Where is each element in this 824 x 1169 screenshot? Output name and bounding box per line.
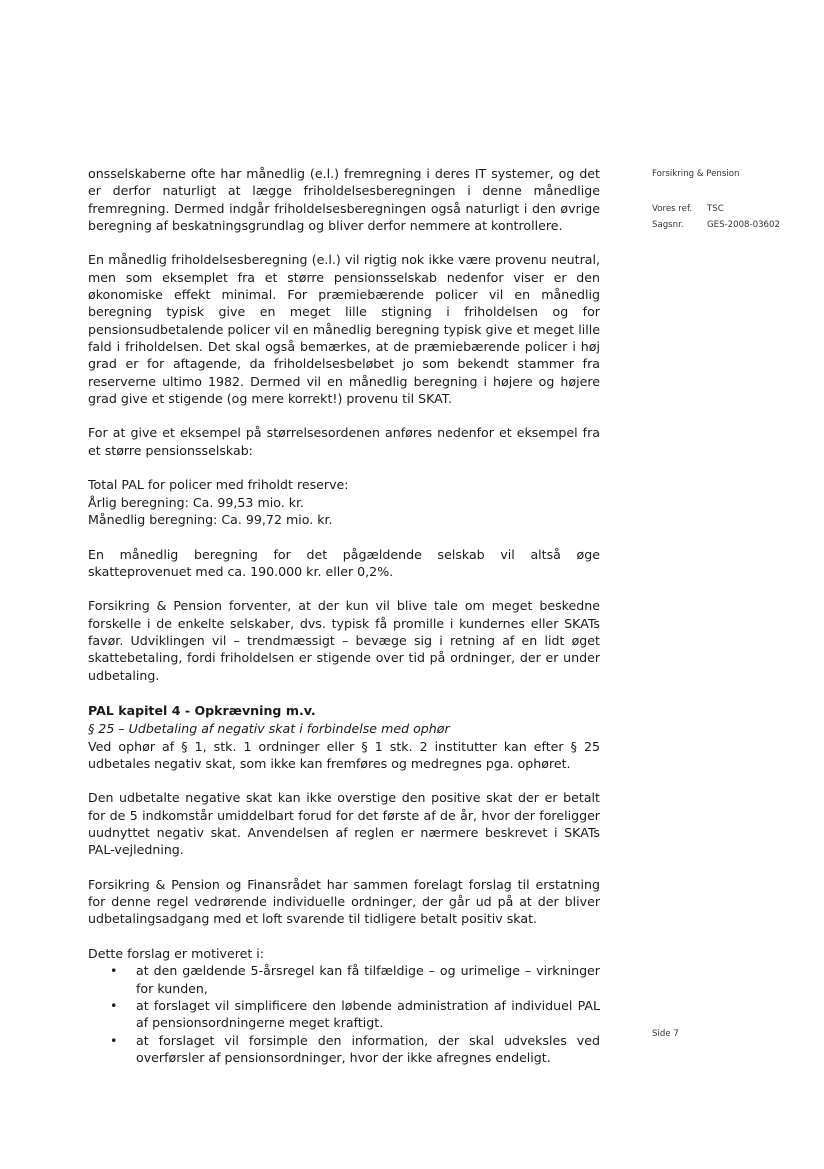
paragraph-9: Dette forslag er motiveret i: <box>88 946 265 962</box>
paragraph-4: En månedlig beregning for det pågældende selskab vil altså øge skatteprovenuet med ca. 190.000 kr. eller 0,2%. <box>88 546 600 579</box>
paragraph-5: Forsikring & Pension forventer, at der kun vil blive tale om meget beskedne forskelle i de enkelte selskaber, dvs. typisk få promille i kundernes eller SKATs favør. Udviklingen vil – trendmæssigt – bevæge sig i retning af en lidt øget skattebetaling, fordi friholdelsen er stigende over tid på ordninger, der er under udbetaling. <box>88 598 600 683</box>
example-line-total: Total PAL for policer med friholdt reserve: <box>88 477 349 493</box>
ref-label: Vores ref. <box>652 204 693 214</box>
example-block <box>88 476 600 528</box>
paragraph-7: Den udbetalte negative skat kan ikke overstige den positive skat der er betalt for de 5 indkomstår umiddelbart forud for det første af de år, hvor der foreligger uudnyttet negativ skat. Anvendelsen af reglen er nærmere beskrevet i SKATs PAL-vejledning. <box>88 790 600 858</box>
bullet: • <box>110 997 118 1013</box>
case-label: Sagsnr. <box>652 220 684 230</box>
sidebar-org: Forsikring & Pension <box>652 169 740 179</box>
paragraph-2: En månedlig friholdelsesberegning (e.l.) vil rigtig nok ikke være provenu neutral, men som eksemplet fra et større pensionsselskab nedenfor viser er den økonomiske effekt minimal. For præmiebærende policer vil en månedlig beregning typisk give en meget lille stigning i friholdelsen og for pensionsudbetalende policer vil en månedlig beregning typisk give et meget lille fald i friholdelsen. Det skal også bemærkes, at de præmiebærende policer i høj grad er for aftagende, da friholdelsesbeløbet jo som bekendt stammer fra reserverne ultimo 1982. Dermed vil en månedlig beregning i højere og højere grad give et stigende (og mere korrekt!) provenu til SKAT. <box>88 252 600 406</box>
case-value: GES-2008-03602 <box>707 220 780 230</box>
document-body <box>88 165 600 1066</box>
paragraph-6: Ved ophør af § 1, stk. 1 ordninger eller § 1 stk. 2 institutter kan efter § 25 udbetales negativ skat, som ikke kan fremføres og medregnes pga. ophøret. <box>88 738 600 771</box>
bullet: • <box>110 963 118 979</box>
case-row <box>652 217 780 233</box>
paragraph-3: For at give et eksempel på størrelsesordenen anføres nedenfor et eksempel fra et større pensionsselskab: <box>88 425 600 458</box>
section-heading: PAL kapitel 4 - Opkrævning m.v. <box>88 703 316 719</box>
sidebar-refs <box>652 201 780 233</box>
list-item-text: at forslaget vil forsimple den information, der skal udveksles ved overførsler af pensionsordninger, hvor der ikke afregnes endeligt. <box>136 1032 600 1065</box>
example-line-monthly: Månedlig beregning: Ca. 99,72 mio. kr. <box>88 511 333 527</box>
list-item-text: at den gældende 5-årsregel kan få tilfældige – og urimelige – virkninger for kunden, <box>136 963 600 996</box>
list-item <box>88 1032 600 1067</box>
paragraph-1: onsselskaberne ofte har månedlig (e.l.) fremregning i deres IT systemer, og det er derfor naturligt at lægge friholdelsesberegningen i denne månedlige fremregning. Dermed indgår friholdelsesberegningen også naturligt i den øvrige beregning af beskatningsgrundlag og bliver derfor nemmere at kontrollere. <box>88 166 600 233</box>
ref-value: TSC <box>707 204 724 214</box>
list-item-text: at forslaget vil simplificere den løbende administration af individuel PAL af pensionsordningerne meget kraftigt. <box>136 997 600 1031</box>
list-item <box>88 997 600 1032</box>
section-subheading: § 25 – Udbetaling af negativ skat i forbindelse med ophør <box>88 721 450 737</box>
list-item <box>88 962 600 997</box>
bullet: • <box>110 1032 118 1048</box>
ref-row <box>652 201 780 217</box>
paragraph-8: Forsikring & Pension og Finansrådet har sammen forelagt forslag til erstatning for denne regel vedrørende individuelle ordninger, der går ud på at der bliver udbetalingsadgang med et loft svarende til tidligere betalt positiv skat. <box>88 876 600 927</box>
page-number: Side 7 <box>652 1029 679 1039</box>
example-line-annual: Årlig beregning: Ca. 99,53 mio. kr. <box>88 494 305 510</box>
motivation-list <box>88 962 600 1066</box>
